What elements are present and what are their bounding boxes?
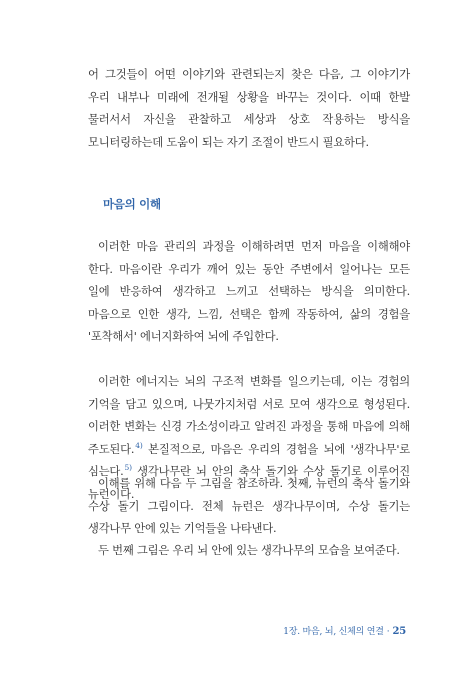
paragraph-text-part-2: 본질적으로, 마음은 우리의 경험을 뇌에 '생각나무'로 심는다.: [88, 442, 410, 478]
section-heading: 마음의 이해: [103, 197, 161, 211]
paragraph-text-part-3: 생각나무란 뇌 안의 축삭 돌기와 수상 돌기로 이루어진 뉴런이다.: [88, 465, 410, 501]
footnote-ref-5: 5): [124, 463, 132, 473]
footer-separator: ·: [386, 627, 390, 637]
paragraph-continued: 어 그것들이 어떤 이야기와 관련되는지 찾은 다음, 그 이야기가 우리 내부나 미래에 전개될 상황을 바꾸는 것이다. 이때 한발 물러서서 자신을 관찰하고 세상과 상호 작용하는 방식을 모니터링하는데 도움이 되는 자기 조절이 반드시 필요하다.: [88, 68, 410, 149]
paragraph-second-figure: 두 번째 그림은 우리 뇌 안에 있는 생각나무의 모습을 보여준다.: [98, 544, 400, 557]
page-number: 25: [392, 626, 406, 637]
paragraph-figure-reference: 이해를 위해 다음 두 그림을 참조하라. 첫째, 뉴런의 축삭 돌기와 수상 돌기 그림이다. 전체 뉴런은 생각나무이며, 수상 돌기는 생각나무 안에 있는 기억들을 나타낸다.: [88, 477, 410, 535]
paragraph-text-part-1: 이러한 에너지는 뇌의 구조적 변화를 일으키는데, 이는 경험의 기억을 담고 있으며, 나뭇가지처럼 서로 모여 생각으로 형성된다. 이러한 변화는 신경 가소성이라고 알려진 과정을 통해 마음에 의해 주도된다.: [88, 375, 410, 456]
page-footer: [283, 624, 406, 637]
chapter-title: 1장. 마음, 뇌, 신체의 연결: [283, 627, 384, 637]
paragraph-mind-definition: 이러한 마음 관리의 과정을 이해하려면 먼저 마음을 이해해야 한다. 마음이란 우리가 깨어 있는 동안 주변에서 일어나는 모든 일에 반응하여 생각하고 느끼고 선택하는 방식을 의미한다. 마음으로 인한 생각, 느낌, 선택은 함께 작동하여, 삶의 경험을 '포착해서' 에너지화하여 뇌에 주입한다.: [88, 240, 410, 343]
footnote-ref-4: 4): [135, 440, 143, 450]
